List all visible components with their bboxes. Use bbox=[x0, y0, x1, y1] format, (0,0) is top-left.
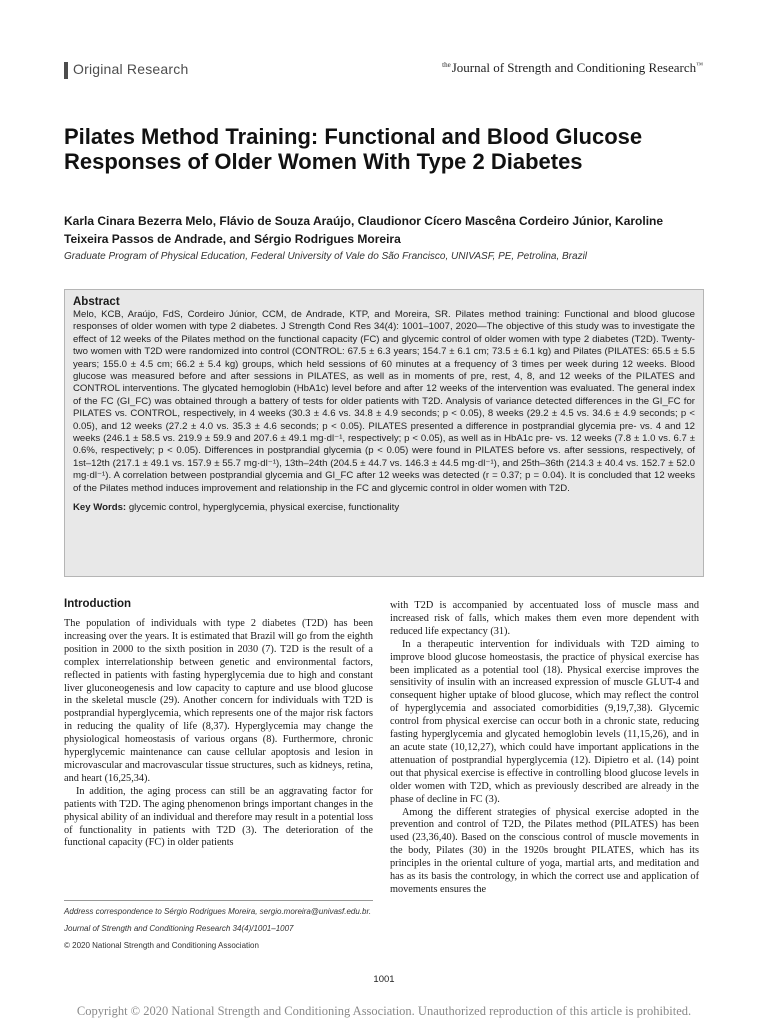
body-paragraph: with T2D is accompanied by accentuated loss of muscle mass and increased risk of falls, which makes them even more dependent with reduced life expectancy (31). bbox=[390, 600, 699, 637]
section-marker-bar bbox=[64, 62, 68, 79]
section-label: Original Research bbox=[73, 61, 189, 77]
keywords bbox=[73, 502, 695, 514]
abstract-text: Melo, KCB, Araújo, FdS, Cordeiro Júnior, CCM, de Andrade, KTP, and Moreira, SR. Pilates method training: Functional and blood glucose responses of older women with type 2 diabetes. J Strength Cond Res 34(4): 1001–1007, 2020—The objective of this study was to investigate the effect of 12 weeks of the Pilates method on the functional capacity (FC) and glycemic control of older women with type 2 diabetes (T2D). Twenty-two women with T2D were randomized into control (CONTROL: 67.5 ± 6.3 years; 154.7 ± 6.1 cm; 73.5 ± 6.1 kg) and Pilates (PILATES: 65.5 ± 5.5 years; 155.0 ± 4.5 cm; 66.2 ± 5.4 kg) groups, which held sessions of 60 minutes at a frequency of 3 times per week during 12 weeks. Blood glucose was measured before and after sessions in PILATES, as well as in moments of pre, rest, 4, 8, and 12 weeks of the PILATES and CONTROL interventions. The glycated hemoglobin (HbA1c) level before and after 12 weeks of the intervention was evaluated. The general index of the FC (GI_FC) was obtained through a battery of tests for older patients with T2D. Analysis of variance detected differences in the GI_FC for PILATES vs. CONTROL, respectively, in 4 weeks (30.3 ± 4.6 vs. 34.8 ± 4.9 seconds; p < 0.05), 8 weeks (29.2 ± 4.5 vs. 34.6 ± 4.9 seconds; p < 0.05), and 12 weeks (27.2 ± 4.0 vs. 35.3 ± 4.6 seconds; p < 0.05). PILATES presented a difference in postprandial glycemia pre- vs. 4 and 12 weeks (246.1 ± 58.5 vs. 219.9 ± 59.9 and 207.6 ± 49.1 mg·dl⁻¹, respectively; p < 0.05), as well as in HbA1c pre- vs. 12 weeks (7.8 ± 1.0 vs. 6.7 ± 0.6%, respectively; p < 0.05). Differences in postprandial glycemia (p < 0.05) were found in PILATES before vs. after sessions, respectively, of 1st–12th (217.1 ± 49.1 vs. 157.9 ± 55.7 mg·dl⁻¹), 13th–24th (204.5 ± 44.7 vs. 146.3 ± 44.5 mg·dl⁻¹), and 25th–36th (214.3 ± 40.4 vs. 152.7 ± 52.0 mg·dl⁻¹). A correlation between postprandial glycemia and GI_FC after 12 weeks was detected (r = 0.37; p = 0.04). It is concluded that 12 weeks of the Pilates method induces improvement and relationship in the FC and glycemic control in older women with T2D. bbox=[73, 309, 695, 494]
keywords-list: glycemic control, hyperglycemia, physical exercise, functionality bbox=[128, 502, 400, 514]
body-paragraph: In a therapeutic intervention for individuals with T2D aiming to improve blood glucose homeostasis, the practice of physical exercise has been implicated as a potential tool (18). Physical exercise improves the sensitivity of insulin with an increased expression of muscle GLUT-4 and consequent higher uptake of blood glucose, which may reflect the control of hyperglycemia and associated comorbidities (9,19,7,38). Glycemic control from physical exercise can occur both in a chronic state, reducing fasting hyperglycemia and glycated hemoglobin levels (11,15,26), and in an acute state (10,12,27), which could have important applications in the attenuation of postprandial hyperglycemia (12). Dipietro et al. (14) point out that physical exercise is effective in controlling blood glucose levels in older women with T2D, which as previously described are already in the phase of decline in FC (3). bbox=[390, 638, 699, 805]
page-header bbox=[64, 60, 704, 82]
correspondence-note: Address correspondence to Sérgio Rodrigues Moreira, sergio.moreira@univasf.edu.br. bbox=[64, 907, 372, 916]
abstract-box bbox=[64, 289, 704, 577]
introduction-heading: Introduction bbox=[64, 598, 132, 610]
journal-logo: $^{the}$Journal of Strength and Conditioning Research™ bbox=[442, 60, 703, 75]
body-paragraph: The population of individuals with type 2 diabetes (T2D) has been increasing over the years. It is estimated that Brazil will go from the eighth position in 2000 to the sixth position in 2030 (7). T2D is the result of a complex interrelationship between genetic and environmental factors, reflected in patients with fasting hyperglycemia due to high and constant liver gluconeogenesis and low capacity to capture and use blood glucose in the skeletal muscle (29). Another concern for individuals with T2D is postprandial hyperglycemia, which represents one of the major risk factors in reducing the quality of life (8,37). Hyperglycemia may change the physiological homeostasis of various organs (8). Furthermore, chronic hyperglycemic maintenance can cause cellular apoptosis and lesion in microvascular and macrovascular tissue structures, such as kidneys, retina, and heart (16,25,34). bbox=[64, 618, 373, 784]
author-list: Karla Cinara Bezerra Melo, Flávio de Souza Araújo, Claudionor Cícero Mascêna Cordeiro Júnior, Karoline Teixeira Passos de Andrade, and Sérgio Rodrigues Moreira bbox=[64, 214, 664, 246]
body-paragraph: In addition, the aging process can still be an aggravating factor for patients with T2D. The aging phenomenon brings important changes in the physical ability of an individual and therefore may result in a potential loss of functionality in patients with T2D (3). The deterioration of the functional capacity (FC) in older patients bbox=[64, 785, 373, 849]
left-column bbox=[64, 598, 373, 850]
footnotes bbox=[64, 900, 373, 957]
abstract-heading: Abstract bbox=[73, 296, 120, 308]
keywords-label: Key Words: bbox=[73, 502, 127, 514]
body-paragraph: Among the different strategies of physical exercise adopted in the prevention and control of T2D, the Pilates method (PILATES) has been used (23,36,40). Based on the conscious control of muscle movements in the body, Pilates (30) in the 1920s brought PILATES, which has its principles in the oriental culture of yoga, martial arts, and meditation and has as its basis the contrology, in which the correct use and application of movements ensures the bbox=[390, 806, 699, 895]
copyright-notice: Copyright © 2020 National Strength and Conditioning Association. Unauthorized reproduction of this article is prohibited. bbox=[76, 1004, 692, 1018]
article-title: Pilates Method Training: Functional and Blood Glucose Responses of Older Women With Type 2 Diabetes bbox=[64, 124, 643, 174]
page-number: 1001 bbox=[373, 974, 395, 985]
copyright-note: © 2020 National Strength and Conditioning Association bbox=[64, 941, 259, 950]
journal-citation: Journal of Strength and Conditioning Research 34(4)/1001–1007 bbox=[64, 924, 294, 933]
right-column bbox=[390, 600, 699, 897]
affiliation: Graduate Program of Physical Education, Federal University of Vale do São Francisco, UNIVASF, PE, Petrolina, Brazil bbox=[64, 251, 588, 262]
